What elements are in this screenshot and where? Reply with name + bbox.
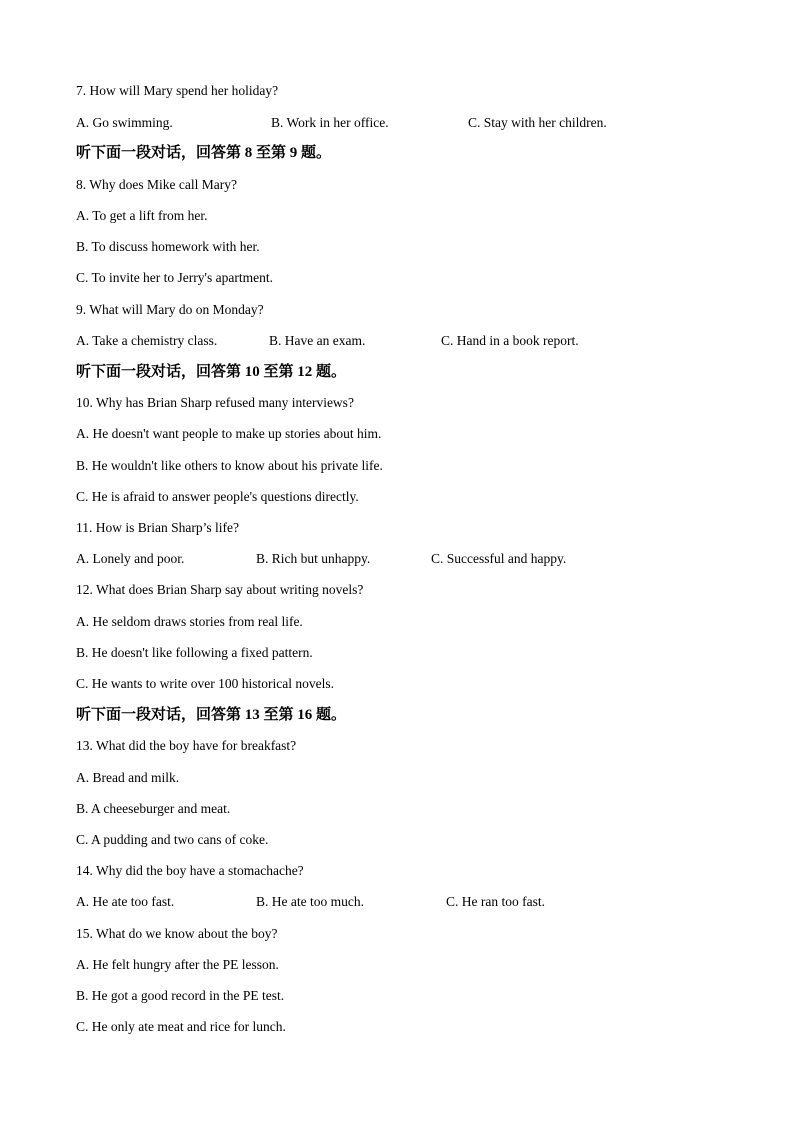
question-15: 15. What do we know about the boy?: [76, 926, 278, 941]
question-7-option-a: A. Go swimming.: [76, 115, 173, 130]
question-10-option-c: C. He is afraid to answer people's questions directly.: [76, 489, 359, 504]
section-heading-8-9: 听下面一段对话，回答第 8 至第 9 题。: [76, 145, 332, 161]
question-7: 7. How will Mary spend her holiday?: [76, 83, 279, 98]
question-9-option-c: C. Hand in a book report.: [441, 333, 579, 348]
question-11-option-b: B. Rich but unhappy.: [256, 551, 371, 566]
question-13-option-c: C. A pudding and two cans of coke.: [76, 832, 269, 847]
question-12-option-c: C. He wants to write over 100 historical novels.: [76, 676, 334, 691]
question-12: 12. What does Brian Sharp say about writing novels?: [76, 582, 364, 597]
section-heading-10-12: 听下面一段对话，回答第 10 至第 12 题。: [76, 364, 347, 380]
question-8-option-c: C. To invite her to Jerry's apartment.: [76, 270, 273, 285]
question-9: 9. What will Mary do on Monday?: [76, 302, 264, 317]
question-13-option-b: B. A cheeseburger and meat.: [76, 801, 231, 816]
question-11-option-a: A. Lonely and poor.: [76, 551, 185, 566]
question-14: 14. Why did the boy have a stomachache?: [76, 863, 304, 878]
question-15-option-c: C. He only ate meat and rice for lunch.: [76, 1019, 286, 1034]
question-12-option-b: B. He doesn't like following a fixed pattern.: [76, 645, 313, 660]
question-13: 13. What did the boy have for breakfast?: [76, 738, 297, 753]
question-11: 11. How is Brian Sharp’s life?: [76, 520, 239, 535]
question-8-option-b: B. To discuss homework with her.: [76, 239, 260, 254]
question-7-option-b: B. Work in her office.: [271, 115, 389, 130]
question-14-option-c: C. He ran too fast.: [446, 894, 545, 909]
question-9-option-b: B. Have an exam.: [269, 333, 366, 348]
section-heading-13-16: 听下面一段对话，回答第 13 至第 16 题。: [76, 707, 347, 723]
question-7-option-c: C. Stay with her children.: [468, 115, 607, 130]
question-13-option-a: A. Bread and milk.: [76, 770, 180, 785]
question-10-option-a: A. He doesn't want people to make up stories about him.: [76, 426, 382, 441]
question-15-option-b: B. He got a good record in the PE test.: [76, 988, 285, 1003]
question-8: 8. Why does Mike call Mary?: [76, 177, 237, 192]
question-15-option-a: A. He felt hungry after the PE lesson.: [76, 957, 279, 972]
question-10-option-b: B. He wouldn't like others to know about his private life.: [76, 458, 383, 473]
question-9-option-a: A. Take a chemistry class.: [76, 333, 218, 348]
question-12-option-a: A. He seldom draws stories from real life.: [76, 614, 303, 629]
question-11-option-c: C. Successful and happy.: [431, 551, 567, 566]
question-14-option-a: A. He ate too fast.: [76, 894, 175, 909]
question-8-option-a: A. To get a lift from her.: [76, 208, 208, 223]
question-10: 10. Why has Brian Sharp refused many interviews?: [76, 395, 354, 410]
question-14-option-b: B. He ate too much.: [256, 894, 364, 909]
